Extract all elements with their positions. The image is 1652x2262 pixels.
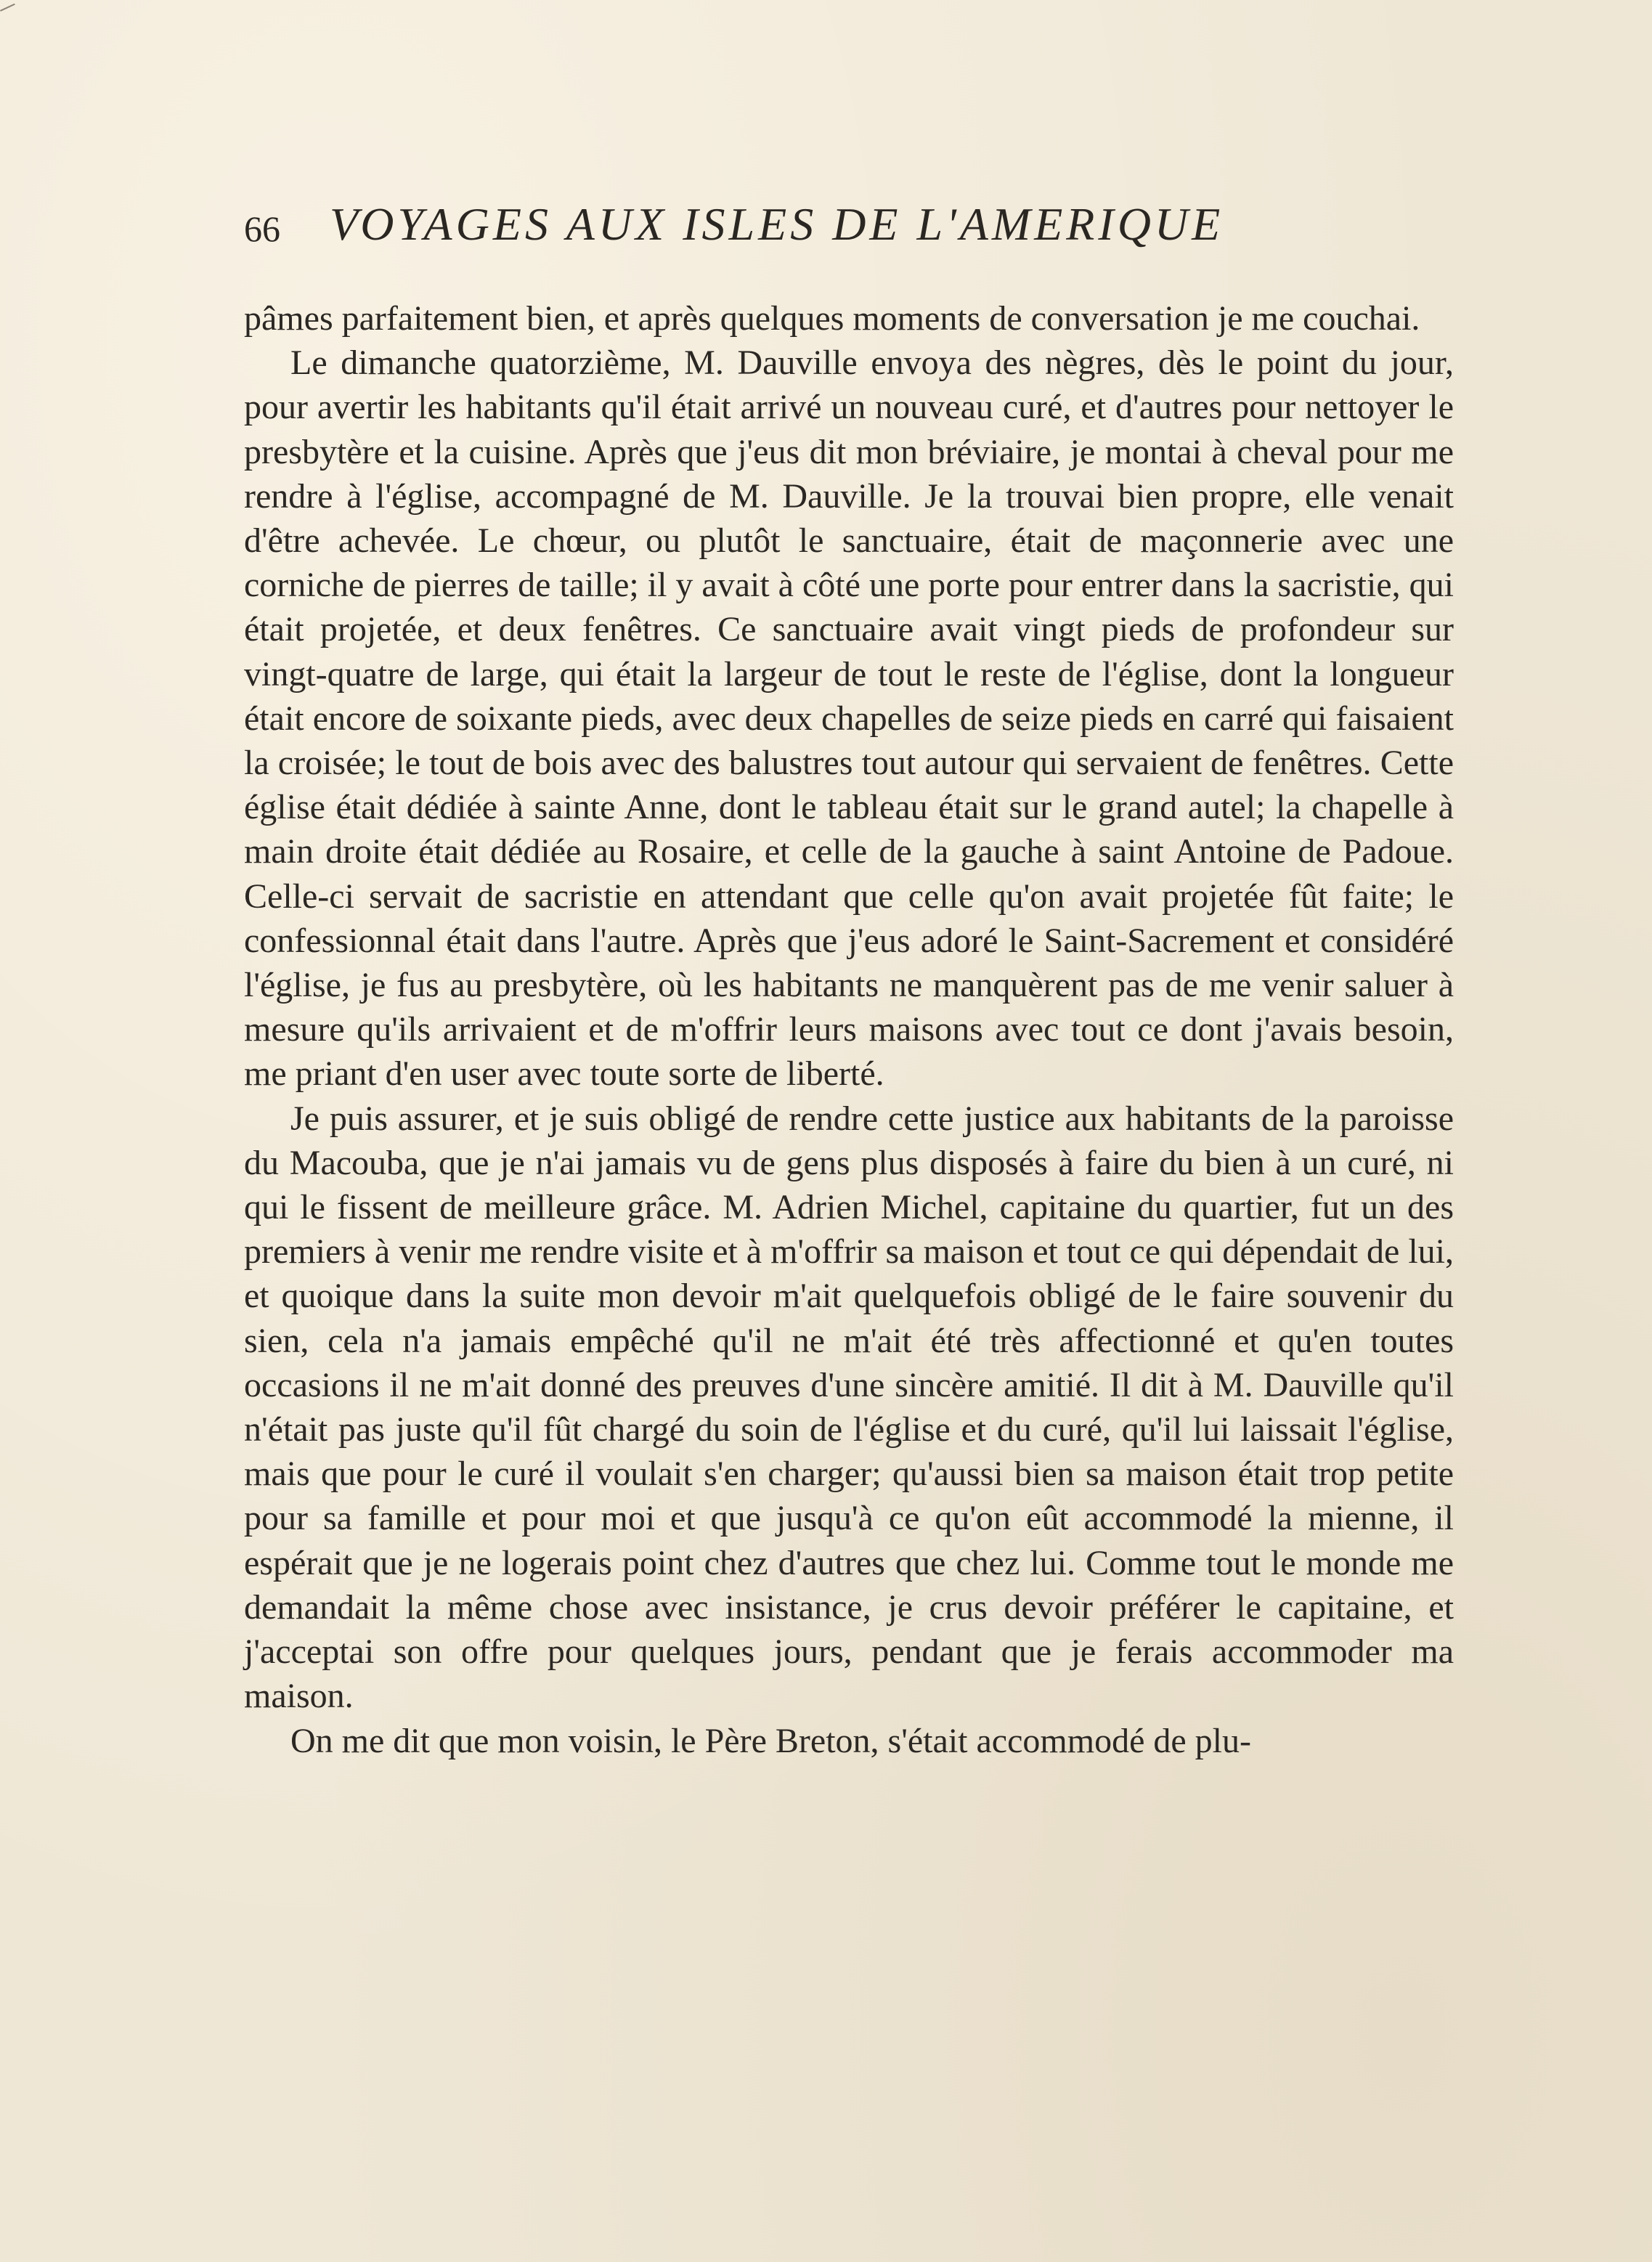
body-text: [244, 296, 1454, 1763]
paragraph: Le dimanche quatorzième, M. Dauville envoya des nègres, dès le point du jour, pour avertir les habitants qu'il était arrivé un nouveau curé, et d'autres pour nettoyer le presbytère et la cuisine. Après que j'eus dit mon bréviaire, je montai à cheval pour me rendre à l'église, accompagné de M. Dauville. Je la trouvai bien propre, elle venait d'être achevée. Le chœur, ou plutôt le sanctuaire, était de maçonnerie avec une corniche de pierres de taille; il y avait à côté une porte pour entrer dans la sacristie, qui était projetée, et deux fenêtres. Ce sanctuaire avait vingt pieds de profondeur sur vingt-quatre de large, qui était la largeur de tout le reste de l'église, dont la longueur était encore de soixante pieds, avec deux chapelles de seize pieds en carré qui faisaient la croisée; le tout de bois avec des balustres tout autour qui servaient de fenêtres. Cette église était dédiée à sainte Anne, dont le tableau était sur le grand autel; la chapelle à main droite était dédiée au Rosaire, et celle de la gauche à saint Antoine de Padoue. Celle-ci servait de sacristie en attendant que celle qu'on avait projetée fût faite; le confessionnal était dans l'autre. Après que j'eus adoré le Saint-Sacrement et considéré l'église, je fus au presbytère, où les habitants ne manquèrent pas de me venir saluer à mesure qu'ils arrivaient et de m'offrir leurs maisons avec tout ce dont j'avais besoin, me priant d'en user avec toute sorte de liberté.: [244, 343, 1454, 1094]
running-title: VOYAGES AUX ISLES DE L'AMERIQUE: [330, 198, 1224, 250]
page-number: 66: [244, 208, 280, 249]
paragraph: Je puis assurer, et je suis obligé de rendre cette justice aux habitants de la paroisse du Macouba, que je n'ai jamais vu de gens plus disposés à faire du bien à un curé, ni qui le fissent de meilleure grâce. M. Adrien Michel, capitaine du quartier, fut un des premiers à venir me rendre visite et à m'offrir sa maison et tout ce qui dépendait de lui, et quoique dans la suite mon devoir m'ait quelquefois obligé de le faire souvenir du sien, cela n'a jamais empêché qu'il ne m'ait été très affectionné et qu'en toutes occasions il ne m'ait donné des preuves d'une sincère amitié. Il dit à M. Dauville qu'il n'était pas juste qu'il fût chargé du soin de l'église et du curé, qu'il lui laissait l'église, mais que pour le curé il voulait s'en charger; qu'aussi bien sa maison était trop petite pour sa famille et pour moi et que jusqu'à ce qu'on eût accommodé la mienne, il espérait que je ne logerais point chez d'autres que chez lui. Comme tout le monde me demandait la même chose avec insistance, je crus devoir préférer le capitaine, et j'acceptai son offre pour quelques jours, pendant que je ferais accommoder ma maison.: [244, 1099, 1454, 1716]
paragraph: On me dit que mon voisin, le Père Breton, s'était accommodé de plu-: [290, 1721, 1251, 1760]
scan-mark: [0, 4, 18, 18]
paragraph: pâmes parfaitement bien, et après quelques moments de conversation je me couchai.: [244, 299, 1420, 338]
page-header: [244, 198, 1478, 263]
